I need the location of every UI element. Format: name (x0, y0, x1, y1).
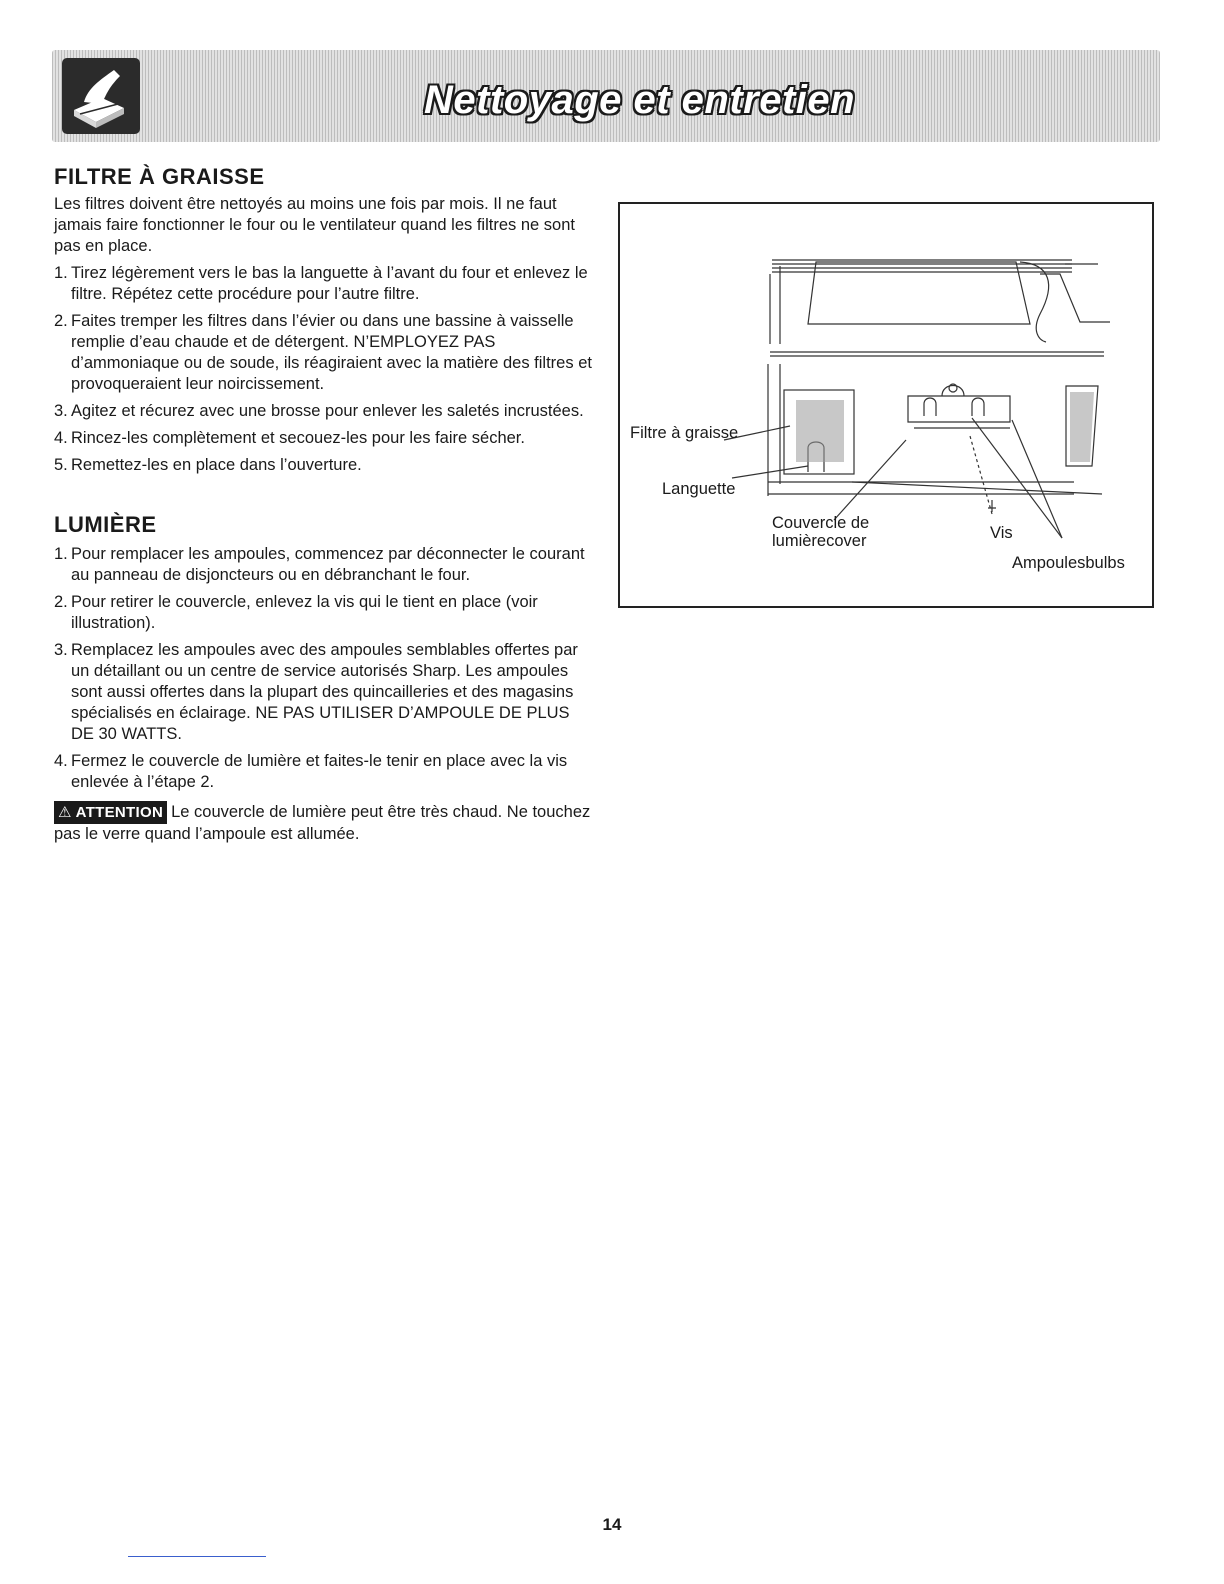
list-item: 4. Fermez le couvercle de lumière et faites-le tenir en place avec la vis enlevée à l’étape 2. (54, 752, 568, 791)
grease-filter-steps (54, 263, 594, 476)
list-item: 5. Remettez-les en place dans l’ouverture. (54, 456, 362, 474)
bulbs-label: Ampoulesbulbs (1012, 554, 1125, 572)
grease-filter-label: Filtre à graisse (630, 424, 739, 442)
page-number: 14 (602, 1515, 622, 1534)
attention-note: ⚠︎ ATTENTION Le couvercle de lumière peut être très chaud. Ne touchez pas le verre quand l’ampoule est allumée. (54, 803, 591, 843)
cleaning-hand-icon (62, 58, 140, 134)
grease-filter-intro: Les filtres doivent être nettoyés au moins une fois par mois. Il ne faut jamais faire fonctionner le four ou le ventilateur quand les filtres ne sont pas en place. (54, 195, 575, 255)
footer-divider (128, 1556, 266, 1557)
list-item: 3. Remplacez les ampoules avec des ampoules semblables offertes par un détaillant ou un centre de service autorisés Sharp. Les ampoules sont aussi offertes dans la plupart des quincailleries et des magasins spécialisés en éclairage. NE PAS UTILISER D’AMPOULE DE PLUS DE 30 WATTS. (54, 641, 578, 743)
light-cover-label-line2: lumièrecover (772, 532, 867, 550)
list-item: 3. Agitez et récurez avec une brosse pour enlever les saletés incrustées. (54, 402, 584, 420)
list-item: 2. Pour retirer le couvercle, enlevez la vis qui le tient en place (voir illustration). (54, 593, 538, 632)
list-item: 1. Pour remplacer les ampoules, commencez par déconnecter le courant au panneau de disjoncteurs ou en débranchant le four. (54, 545, 585, 584)
grease-filter-section (54, 164, 594, 476)
oven-underside-drawing (620, 204, 1152, 606)
page-title: Nettoyage et entretien (424, 78, 856, 122)
light-cover-label-line1: Couvercle de (772, 514, 870, 532)
screw-label: Vis (990, 524, 1013, 542)
attention-badge: ⚠︎ ATTENTION (54, 801, 167, 824)
tab-label: Languette (662, 480, 736, 498)
section-banner (52, 50, 1160, 142)
light-section (54, 512, 594, 845)
list-item: 2. Faites tremper les filtres dans l’évier ou dans une bassine à vaisselle remplie d’eau chaude et de détergent. N’EMPLOYEZ PAS d’ammoniaque ou de soude, ils réagiraient avec la matière des filtres et provoqueraient leur noircissement. (54, 312, 592, 393)
list-item: 1. Tirez légèrement vers le bas la languette à l’avant du four et enlevez le filtre. Répétez cette procédure pour l’autre filtre. (54, 264, 588, 303)
light-heading: LUMIÈRE (54, 512, 157, 537)
grease-filter-heading: FILTRE À GRAISSE (54, 164, 265, 189)
filter-light-illustration (618, 202, 1154, 608)
light-steps (54, 544, 594, 793)
list-item: 4. Rincez-les complètement et secouez-les pour les faire sécher. (54, 429, 525, 447)
